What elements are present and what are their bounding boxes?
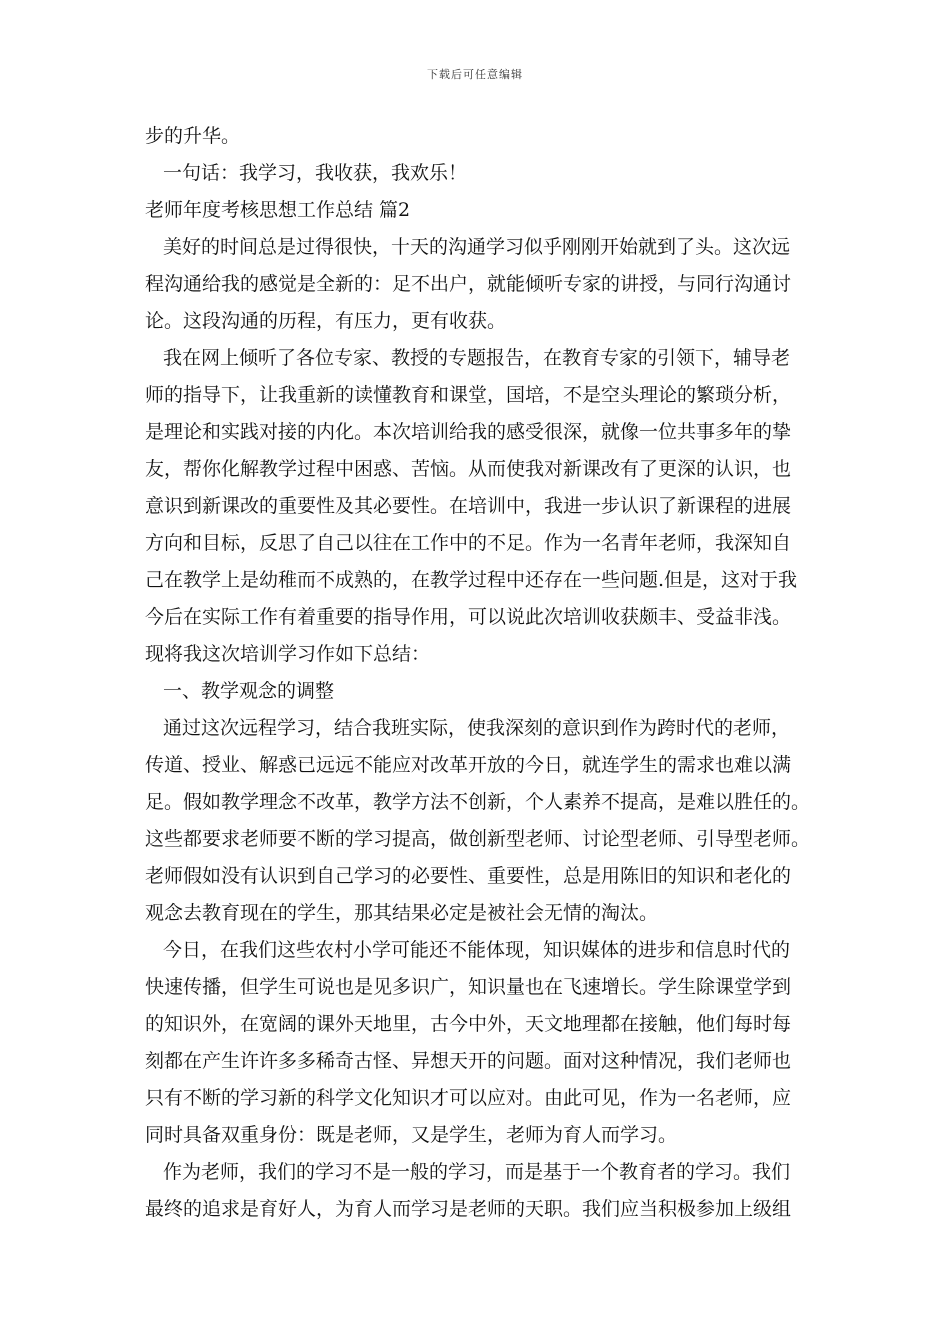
text-line: 通过这次远程学习，结合我班实际，使我深刻的意识到作为跨时代的老师，: [163, 717, 791, 739]
text-line: 观念去教育现在的学生，那其结果必定是被社会无情的淘汰。: [145, 902, 659, 924]
text-line: 师的指导下，让我重新的读懂教育和课堂，国培，不是空头理论的繁琐分析，: [145, 384, 792, 406]
text-line: 这些都要求老师要不断的学习提高，做创新型老师、讨论型老师、引导型老师。: [145, 828, 811, 850]
text-line: 同时具备双重身份：既是老师，又是学生，老师为育人而学习。: [145, 1124, 678, 1146]
text-line: 程沟通给我的感觉是全新的：足不出户，就能倾听专家的讲授，与同行沟通讨: [145, 273, 792, 295]
text-line: 快速传播，但学生可说也是见多识广，知识量也在飞速增长。学生除课堂学到: [145, 976, 792, 998]
text-line: 我在网上倾听了各位专家、教授的专题报告，在教育专家的引领下，辅导老: [163, 347, 791, 369]
text-line: 是理论和实践对接的内化。本次培训给我的感受很深，就像一位共事多年的挚: [145, 421, 792, 443]
text-line: 己在教学上是幼稚而不成熟的，在教学过程中还存在一些问题.但是，这对于我: [145, 569, 798, 591]
text-line: 传道、授业、解惑已远远不能应对改革开放的今日，就连学生的需求也难以满: [145, 754, 792, 776]
page-header: 下载后可任意编辑: [427, 68, 523, 81]
text-line: 今日，在我们这些农村小学可能还不能体现，知识媒体的进步和信息时代的: [163, 939, 791, 961]
text-line: 意识到新课改的重要性及其必要性。在培训中，我进一步认识了新课程的进展: [145, 495, 792, 517]
text-line: 今后在实际工作有着重要的指导作用，可以说此次培训收获颇丰、受益非浅。: [145, 606, 792, 628]
document-body: [145, 118, 811, 1228]
text-line: 一句话：我学习，我收获，我欢乐！: [163, 162, 468, 184]
text-line: 作为老师，我们的学习不是一般的学习，而是基于一个教育者的学习。我们: [163, 1161, 791, 1183]
text-line: 的知识外，在宽阔的课外天地里，古今中外，天文地理都在接触，他们每时每: [145, 1013, 792, 1035]
text-line: 美好的时间总是过得很快，十天的沟通学习似乎刚刚开始就到了头。这次远: [163, 236, 791, 258]
text-line: 足。假如教学理念不改革，教学方法不创新，个人素养不提高，是难以胜任的。: [145, 791, 811, 813]
text-line: 方向和目标，反思了自己以往在工作中的不足。作为一名青年老师，我深知自: [145, 532, 792, 554]
text-line: 步的升华。: [145, 125, 241, 147]
text-line: 老师年度考核思想工作总结 篇2: [145, 199, 411, 221]
text-line: 老师假如没有认识到自己学习的必要性、重要性，总是用陈旧的知识和老化的: [145, 865, 792, 887]
text-line: 刻都在产生许许多多稀奇古怪、异想天开的问题。面对这种情况，我们老师也: [145, 1050, 792, 1072]
text-line: 友，帮你化解教学过程中困惑、苦恼。从而使我对新课改有了更深的认识，也: [145, 458, 792, 480]
text-line: 现将我这次培训学习作如下总结：: [145, 643, 431, 665]
text-line: 一、教学观念的调整: [163, 680, 335, 702]
text-line: 论。这段沟通的历程，有压力，更有收获。: [145, 310, 507, 332]
text-line: 只有不断的学习新的科学文化知识才可以应对。由此可见，作为一名老师，应: [145, 1087, 792, 1109]
text-line: 最终的追求是育好人，为育人而学习是老师的天职。我们应当积极参加上级组: [145, 1198, 792, 1220]
